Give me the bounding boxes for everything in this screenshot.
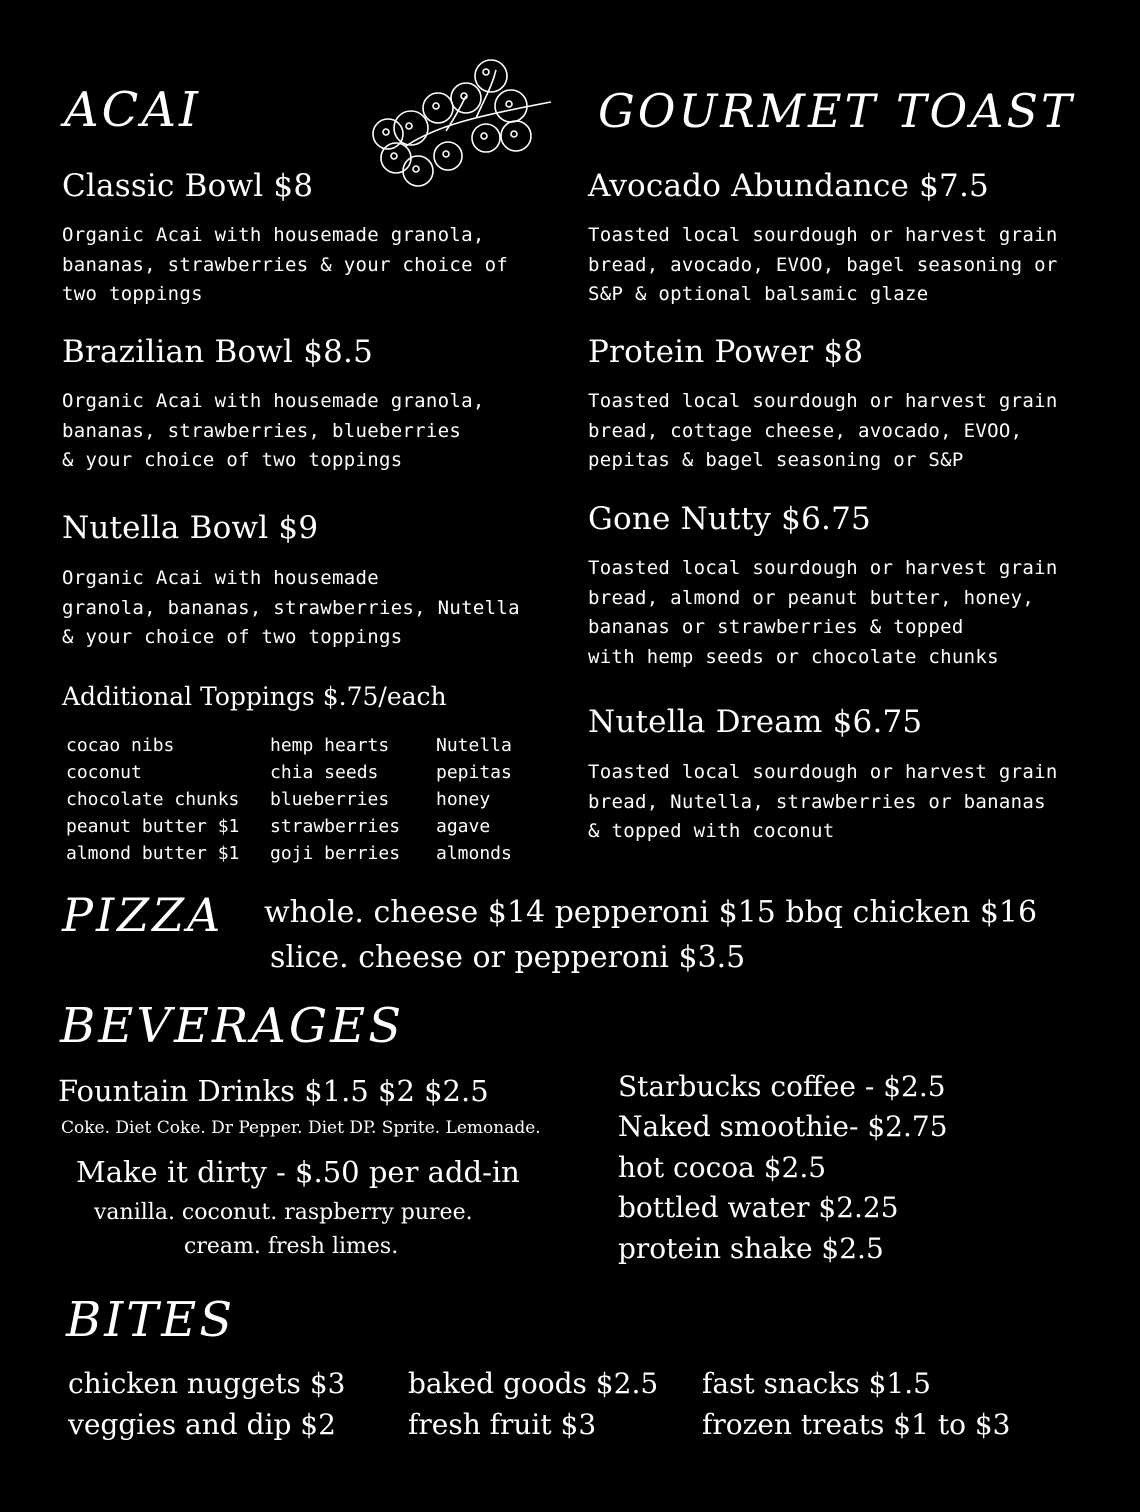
- beverage-item: bottled water $2.25: [618, 1191, 899, 1224]
- toast-item-desc: Toasted local sourdough or harvest grain bread, avocado, EVOO, bagel seasoning or S&P & optional balsamic glaze: [588, 224, 1058, 305]
- toast-item-name: Avocado Abundance $7.5: [588, 168, 989, 204]
- toppings-col-3: Nutella pepitas honey agave almonds: [436, 735, 512, 864]
- acai-heading: ACAI: [64, 82, 202, 138]
- bites-item: chicken nuggets $3: [68, 1367, 346, 1400]
- toppings-title: Additional Toppings $.75/each: [62, 682, 447, 711]
- toppings-col-2: hemp hearts chia seeds blueberries strawberries goji berries: [270, 735, 401, 864]
- toast-item-name: Protein Power $8: [588, 334, 864, 370]
- bites-item: baked goods $2.5: [408, 1367, 659, 1400]
- toast-item-desc: Toasted local sourdough or harvest grain bread, Nutella, strawberries or bananas & topped with coconut: [588, 761, 1058, 842]
- beverage-item: Starbucks coffee - $2.5: [618, 1070, 946, 1103]
- acai-item-desc: Organic Acai with housemade granola, bananas, strawberries, blueberries & your choice of two toppings: [62, 390, 485, 471]
- pizza-heading: PIZZA: [62, 888, 224, 942]
- acai-item-name: Classic Bowl $8: [62, 168, 314, 204]
- toast-item-name: Gone Nutty $6.75: [588, 501, 871, 537]
- beverage-item: hot cocoa $2.5: [618, 1151, 827, 1184]
- dirty-addins-line-1: vanilla. coconut. raspberry puree.: [94, 1200, 473, 1225]
- bites-heading: BITES: [66, 1292, 236, 1348]
- bites-item: fast snacks $1.5: [702, 1367, 931, 1400]
- bites-item: frozen treats $1 to $3: [702, 1408, 1011, 1441]
- beverage-item: protein shake $2.5: [618, 1232, 884, 1265]
- bites-item: fresh fruit $3: [408, 1408, 597, 1441]
- dirty-addins-line-2: cream. fresh limes.: [184, 1234, 399, 1259]
- blueberry-branch-illustration: [366, 56, 556, 191]
- toast-item-desc: Toasted local sourdough or harvest grain bread, cottage cheese, avocado, EVOO, pepitas & bagel seasoning or S&P: [588, 390, 1058, 471]
- toast-heading: GOURMET TOAST: [598, 84, 1075, 138]
- acai-item-desc: Organic Acai with housemade granola, bananas, strawberries, Nutella & your choice of two toppings: [62, 567, 520, 648]
- acai-item-name: Nutella Bowl $9: [62, 510, 319, 546]
- make-it-dirty: Make it dirty - $.50 per add-in: [76, 1155, 520, 1189]
- fountain-drinks-list: Coke. Diet Coke. Dr Pepper. Diet DP. Sprite. Lemonade.: [61, 1118, 541, 1138]
- toast-item-desc: Toasted local sourdough or harvest grain bread, almond or peanut butter, honey, bananas or strawberries & topped with hemp seeds or chocolate chunks: [588, 557, 1058, 668]
- fountain-drinks: Fountain Drinks $1.5 $2 $2.5: [58, 1074, 489, 1108]
- bites-item: veggies and dip $2: [68, 1408, 336, 1441]
- pizza-slice-prices: slice. cheese or pepperoni $3.5: [270, 940, 746, 975]
- toppings-col-1: cocao nibs coconut chocolate chunks peanut butter $1 almond butter $1: [66, 735, 240, 864]
- toast-item-name: Nutella Dream $6.75: [588, 704, 923, 740]
- acai-item-name: Brazilian Bowl $8.5: [62, 334, 374, 370]
- beverage-item: Naked smoothie- $2.75: [618, 1110, 948, 1143]
- beverages-heading: BEVERAGES: [60, 998, 405, 1054]
- acai-item-desc: Organic Acai with housemade granola, bananas, strawberries & your choice of two toppings: [62, 224, 509, 305]
- pizza-whole-prices: whole. cheese $14 pepperoni $15 bbq chicken $16: [264, 895, 1038, 930]
